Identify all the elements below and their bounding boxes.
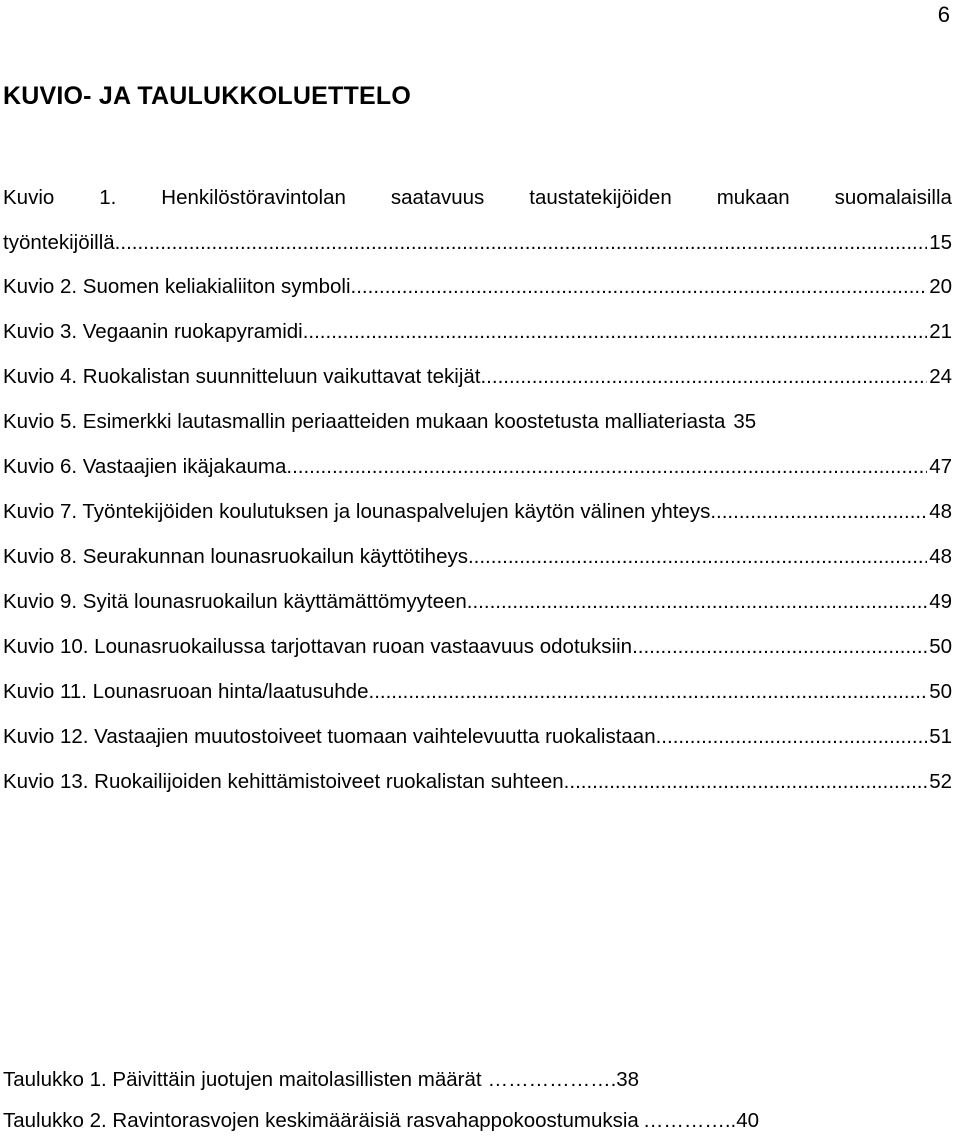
entry-text: Kuvio 12. Vastaajien muutostoiveet tuomaan vaihtelevuutta ruokalistaan bbox=[3, 725, 656, 748]
dot-leader bbox=[351, 274, 928, 300]
word: Kuvio bbox=[3, 186, 55, 209]
entry-text: Kuvio 8. Seurakunnan lounasruokailun käyttötiheys bbox=[3, 545, 468, 568]
entry-page: 48 bbox=[929, 545, 952, 568]
dot-leader bbox=[480, 364, 927, 390]
ellipsis-leader: ………….. bbox=[642, 1109, 737, 1132]
dot-leader bbox=[468, 544, 927, 570]
entry-text: Kuvio 3. Vegaanin ruokapyramidi bbox=[3, 320, 303, 343]
word: suomalaisilla bbox=[834, 186, 952, 209]
page-number: 6 bbox=[937, 2, 950, 27]
entry-page: 35 bbox=[733, 410, 757, 433]
entry-page: 48 bbox=[929, 500, 952, 523]
ellipsis-leader: ………………. bbox=[487, 1068, 617, 1091]
dot-leader bbox=[564, 769, 928, 795]
entry-text: Kuvio 10. Lounasruokailussa tarjottavan ruoan vastaavuus odotuksiin bbox=[3, 635, 633, 658]
entry-text: Kuvio 5. Esimerkki lautasmallin periaatteiden mukaan koostetusta malliateriasta bbox=[3, 410, 726, 433]
dot-leader bbox=[710, 499, 927, 525]
entry-page: 49 bbox=[929, 590, 952, 613]
entry-page: 47 bbox=[929, 455, 952, 478]
entry-text: Kuvio 7. Työntekijöiden koulutuksen ja lounaspalvelujen käytön välinen yhteys bbox=[3, 500, 711, 523]
entry-text: työntekijöillä bbox=[3, 231, 115, 254]
dot-leader bbox=[632, 634, 927, 660]
dot-leader bbox=[369, 679, 928, 705]
list-item bbox=[3, 364, 952, 390]
list-item bbox=[3, 769, 952, 795]
entry-text: Kuvio 4. Ruokalistan suunnitteluun vaikuttavat tekijät bbox=[3, 365, 481, 388]
table-list-item bbox=[3, 1067, 952, 1093]
word: 1. bbox=[99, 186, 117, 209]
entry-text: Kuvio 13. Ruokailijoiden kehittämistoiveet ruokalistan suhteen bbox=[3, 770, 564, 793]
list-item bbox=[3, 454, 952, 480]
list-item bbox=[3, 499, 952, 525]
entry-text: Kuvio 6. Vastaajien ikäjakauma bbox=[3, 455, 287, 478]
word: taustatekijöiden bbox=[529, 186, 672, 209]
entry-page: 51 bbox=[929, 725, 952, 748]
list-item bbox=[3, 589, 952, 615]
entry-page: 52 bbox=[929, 770, 952, 793]
word: mukaan bbox=[716, 186, 790, 209]
entry-text: Kuvio 2. Suomen keliakialiiton symboli bbox=[3, 275, 351, 298]
word: Henkilöstöravintolan bbox=[161, 186, 346, 209]
list-item bbox=[3, 634, 952, 660]
list-heading: KUVIO- JA TAULUKKOLUETTELO bbox=[3, 82, 411, 110]
entry-text: Kuvio 11. Lounasruoan hinta/laatusuhde bbox=[3, 680, 369, 703]
entry-text: Taulukko 2. Ravintorasvojen keskimääräisiä rasvahappokoostumuksia bbox=[3, 1109, 639, 1132]
entry-text: Taulukko 1. Päivittäin juotujen maitolasillisten määrät bbox=[3, 1068, 482, 1091]
figure-1-first-line bbox=[3, 185, 952, 211]
entry-page: 40 bbox=[736, 1109, 760, 1132]
dot-leader bbox=[115, 230, 928, 256]
entry-page: 21 bbox=[929, 320, 952, 343]
list-item-figure-1 bbox=[3, 185, 952, 211]
word: saatavuus bbox=[390, 186, 485, 209]
list-item bbox=[3, 274, 952, 300]
list-item bbox=[3, 724, 952, 750]
entry-page: 24 bbox=[929, 365, 952, 388]
dot-leader bbox=[656, 724, 928, 750]
dot-leader bbox=[467, 589, 927, 615]
entry-page: 38 bbox=[616, 1068, 640, 1091]
list-item bbox=[3, 319, 952, 345]
table-list-item bbox=[3, 1108, 952, 1134]
entry-page: 50 bbox=[929, 635, 952, 658]
entry-page: 50 bbox=[929, 680, 952, 703]
list-item bbox=[3, 544, 952, 570]
list-item-figure-1-continuation bbox=[3, 230, 952, 256]
entry-text: Kuvio 9. Syitä lounasruokailun käyttämättömyyteen bbox=[3, 590, 467, 613]
list-item bbox=[3, 409, 952, 435]
dot-leader bbox=[303, 319, 927, 345]
entry-page: 20 bbox=[929, 275, 952, 298]
dot-leader bbox=[286, 454, 927, 480]
entry-page: 15 bbox=[929, 231, 952, 254]
list-item bbox=[3, 679, 952, 705]
